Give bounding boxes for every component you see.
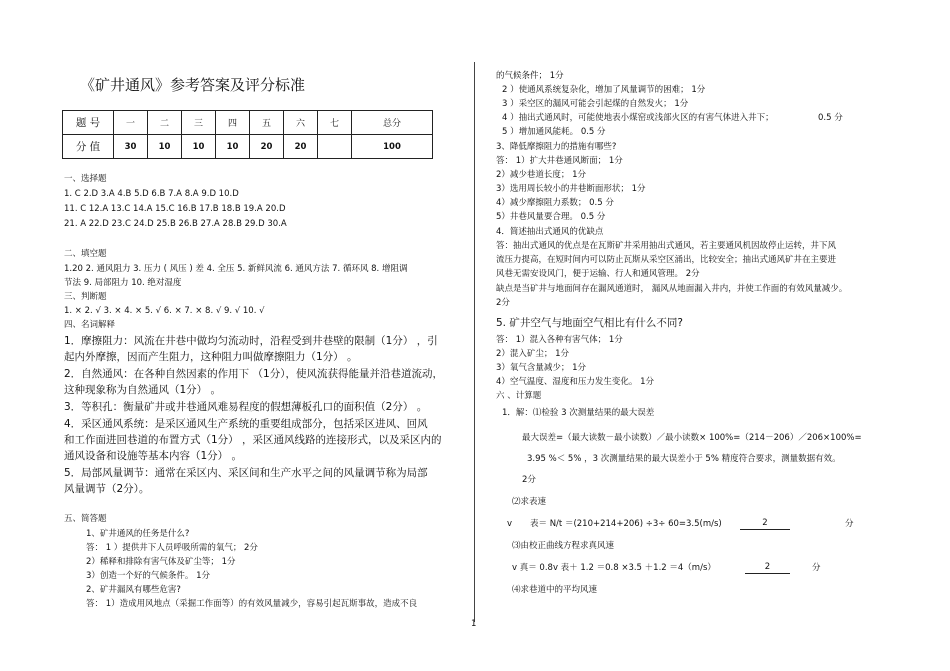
answer-line: 流压力提高，在短时间内可以防止瓦斯从采空区涌出，比较安全；抽出式通风矿井在主要进: [496, 255, 837, 265]
answer-line: 4 ）抽出式通风时，可能使地表小煤窑或浅部火区的有害气体进入井下；: [502, 113, 774, 123]
answer-line: 1.20 2. 通风阻力 3. 压力 ( 风压 ) 差 4. 全压 5. 新鲜风流 6. 通风方法 7. 循环风 8. 增阻调: [64, 264, 408, 274]
header-cell: 二: [148, 111, 182, 135]
answer-line: 4）空气温度、湿度和压力发生变化。 1分: [496, 377, 655, 387]
value-cell: 10: [148, 135, 182, 159]
header-cell: 四: [216, 111, 250, 135]
header-cell: 三: [182, 111, 216, 135]
calc-line: 3.95 %＜ 5% ，3 次测量结果的最大误差小于 5% 精度符合要求，测量数据有效。: [527, 454, 841, 464]
answer-line: 的气候条件； 1分: [496, 71, 564, 81]
section-heading: 二、填空题: [64, 249, 107, 259]
answer-line: 答： 1）造成用风地点（采掘工作面等）的有效风量减少，容易引起瓦斯事故，造成不良: [86, 599, 418, 609]
value-cell-total: 100: [352, 135, 433, 159]
answer-line: 3）创造一个好的气候条件。 1分: [86, 571, 211, 581]
definition-line: 通风设备和设施等基本内容（1分） 。: [64, 450, 243, 462]
calc-score: 2: [740, 518, 790, 530]
answer-line: 节法 9. 局部阻力 10. 绝对湿度: [64, 278, 182, 288]
question: 3、降低摩擦阻力的措施有哪些?: [496, 142, 617, 152]
value-cell: 10: [216, 135, 250, 159]
answer-line: 2分: [496, 298, 510, 308]
row2-label: 分 值: [63, 135, 114, 159]
value-cell: 20: [250, 135, 284, 159]
section-heading: 四、名词解释: [64, 320, 116, 330]
answer-line: 5）井巷风量要合理。 0.5 分: [496, 212, 606, 222]
answer-line: 11. C 12.A 13.C 14.A 15.C 16.B 17.B 18.B 19.A 20.D: [64, 204, 286, 214]
header-cell: 七: [318, 111, 352, 135]
score-note: 0.5 分: [818, 113, 843, 123]
calc-var: v: [507, 519, 513, 529]
answer-line: 4）减少摩擦阻力系数； 0.5 分: [496, 198, 614, 208]
row1-label: 题 号: [63, 111, 114, 135]
page-title: 《矿井通风》参考答案及评分标准: [80, 76, 306, 94]
score-table: [62, 110, 433, 159]
answer-line: 3）氧气含量减少； 1分: [496, 363, 587, 373]
definition-line: 3．等积孔：衡量矿井或井巷通风难易程度的假想薄板孔口的面积值（2分） 。: [64, 401, 428, 413]
answer-line: 1. C 2.D 3.A 4.B 5.D 6.B 7.A 8.A 9.D 10.D: [64, 189, 239, 199]
answer-line: 缺点是当矿井与地面间存在漏风通道时， 漏风从地面漏入井内，并使工作面的有效风量减少。: [496, 284, 848, 294]
value-cell: 10: [182, 135, 216, 159]
answer-line: 2）稀释和排除有害气体及矿尘等； 1分: [86, 557, 236, 567]
header-cell: 五: [250, 111, 284, 135]
answer-line: 答： 1）混入各种有害气体； 1分: [496, 335, 623, 345]
answer-line: 答：抽出式通风的优点是在瓦斯矿井采用抽出式通风，若主要通风机因故停止运转，井下风: [496, 241, 837, 251]
answer-line: 答： 1）扩大井巷通风断面； 1分: [496, 156, 623, 166]
answer-line: 3 ）采空区的漏风可能会引起煤的自然发火； 1分: [502, 99, 689, 109]
page-number: 1: [471, 619, 477, 629]
value-cell: [318, 135, 352, 159]
calc-line: 表＝ N/t ＝(210+214+206) ÷3÷ 60=3.5(m/s): [530, 519, 722, 529]
answer-line: 21. A 22.D 23.C 24.D 25.B 26.B 27.A 28.B 29.D 30.A: [64, 219, 287, 229]
definition-line: 起内外摩擦，因而产生阻力，这种阻力叫做摩擦阻力（1分） 。: [64, 351, 358, 363]
answer-line: 2）减少巷道长度； 1分: [496, 170, 587, 180]
calc-line: 1．解：⑴检验 3 次测量结果的最大误差: [502, 408, 655, 418]
definition-line: 和工作面进回巷道的布置方式（1分） ，采区通风线路的连接形式，以及采区内的: [64, 434, 442, 446]
header-cell: 六: [284, 111, 318, 135]
section-heading: 五、简答题: [64, 514, 107, 524]
question: 4．简述抽出式通风的优缺点: [496, 227, 604, 237]
answer-line: 2 ）使通风系统复杂化，增加了风量调节的困难； 1分: [502, 85, 706, 95]
calc-line: 最大误差=（最大读数－最小读数）／最小读数× 100%=（214－206）／206×100%=: [522, 433, 862, 443]
calc-unit: 分: [845, 519, 854, 529]
answer-line: 3）选用周长较小的井巷断面形状； 1分: [496, 184, 646, 194]
answer-line: 风巷无需安设风门，便于运输、行人和通风管理。 2分: [496, 269, 700, 279]
calc-line: ⑷求巷道中的平均风速: [512, 585, 598, 595]
calc-line: ⑵求表速: [512, 497, 547, 507]
definition-line: 风量调节（2分）。: [64, 483, 150, 495]
question: 5. 矿井空气与地面空气相比有什么不同?: [496, 317, 683, 329]
definition-line: 这种现象称为自然通风（1分） 。: [64, 384, 222, 396]
calc-score: 2: [745, 562, 790, 574]
section-heading: 一、选择题: [64, 174, 107, 184]
calc-line: ⑶由校正曲线方程求真风速: [512, 541, 615, 551]
header-cell-total: 总分: [352, 111, 433, 135]
question: 1、矿井通风的任务是什么?: [86, 529, 190, 539]
section-heading: 六 、计算题: [496, 391, 542, 401]
value-cell: 20: [284, 135, 318, 159]
calc-line: 2分: [522, 475, 536, 485]
answer-line: 2）混入矿尘； 1分: [496, 349, 570, 359]
definition-line: 5．局部风量调节：通常在采区内、采区间和生产水平之间的风量调节称为局部: [64, 467, 428, 479]
section-heading: 三、判断题: [64, 292, 107, 302]
value-cell: 30: [114, 135, 148, 159]
column-divider: [474, 62, 475, 622]
calc-unit: 分: [812, 563, 821, 573]
answer-line: 答： 1 ）提供井下人员呼吸所需的氧气； 2分: [86, 543, 258, 553]
answer-line: 1. × 2. √ 3. × 4. × 5. √ 6. × 7. × 8. √ 9. √ 10. √: [64, 306, 265, 316]
calc-line: v 真＝ 0.8v 表＋ 1.2 ＝0.8 ×3.5 ＋1.2 ＝4（m/s）: [512, 563, 716, 573]
answer-line: 5 ）增加通风能耗。 0.5 分: [502, 127, 606, 137]
definition-line: 4．采区通风系统：是采区通风生产系统的重要组成部分，包括采区进风、回风: [64, 418, 428, 430]
question: 2、矿井漏风有哪些危害?: [86, 585, 181, 595]
header-cell: 一: [114, 111, 148, 135]
definition-line: 1．摩擦阻力：风流在井巷中做均匀流动时，沿程受到井巷壁的限制（1分） ，引: [64, 335, 438, 347]
definition-line: 2．自然通风：在各种自然因素的作用下 （1分），使风流获得能量并沿巷道流动，: [64, 368, 443, 380]
